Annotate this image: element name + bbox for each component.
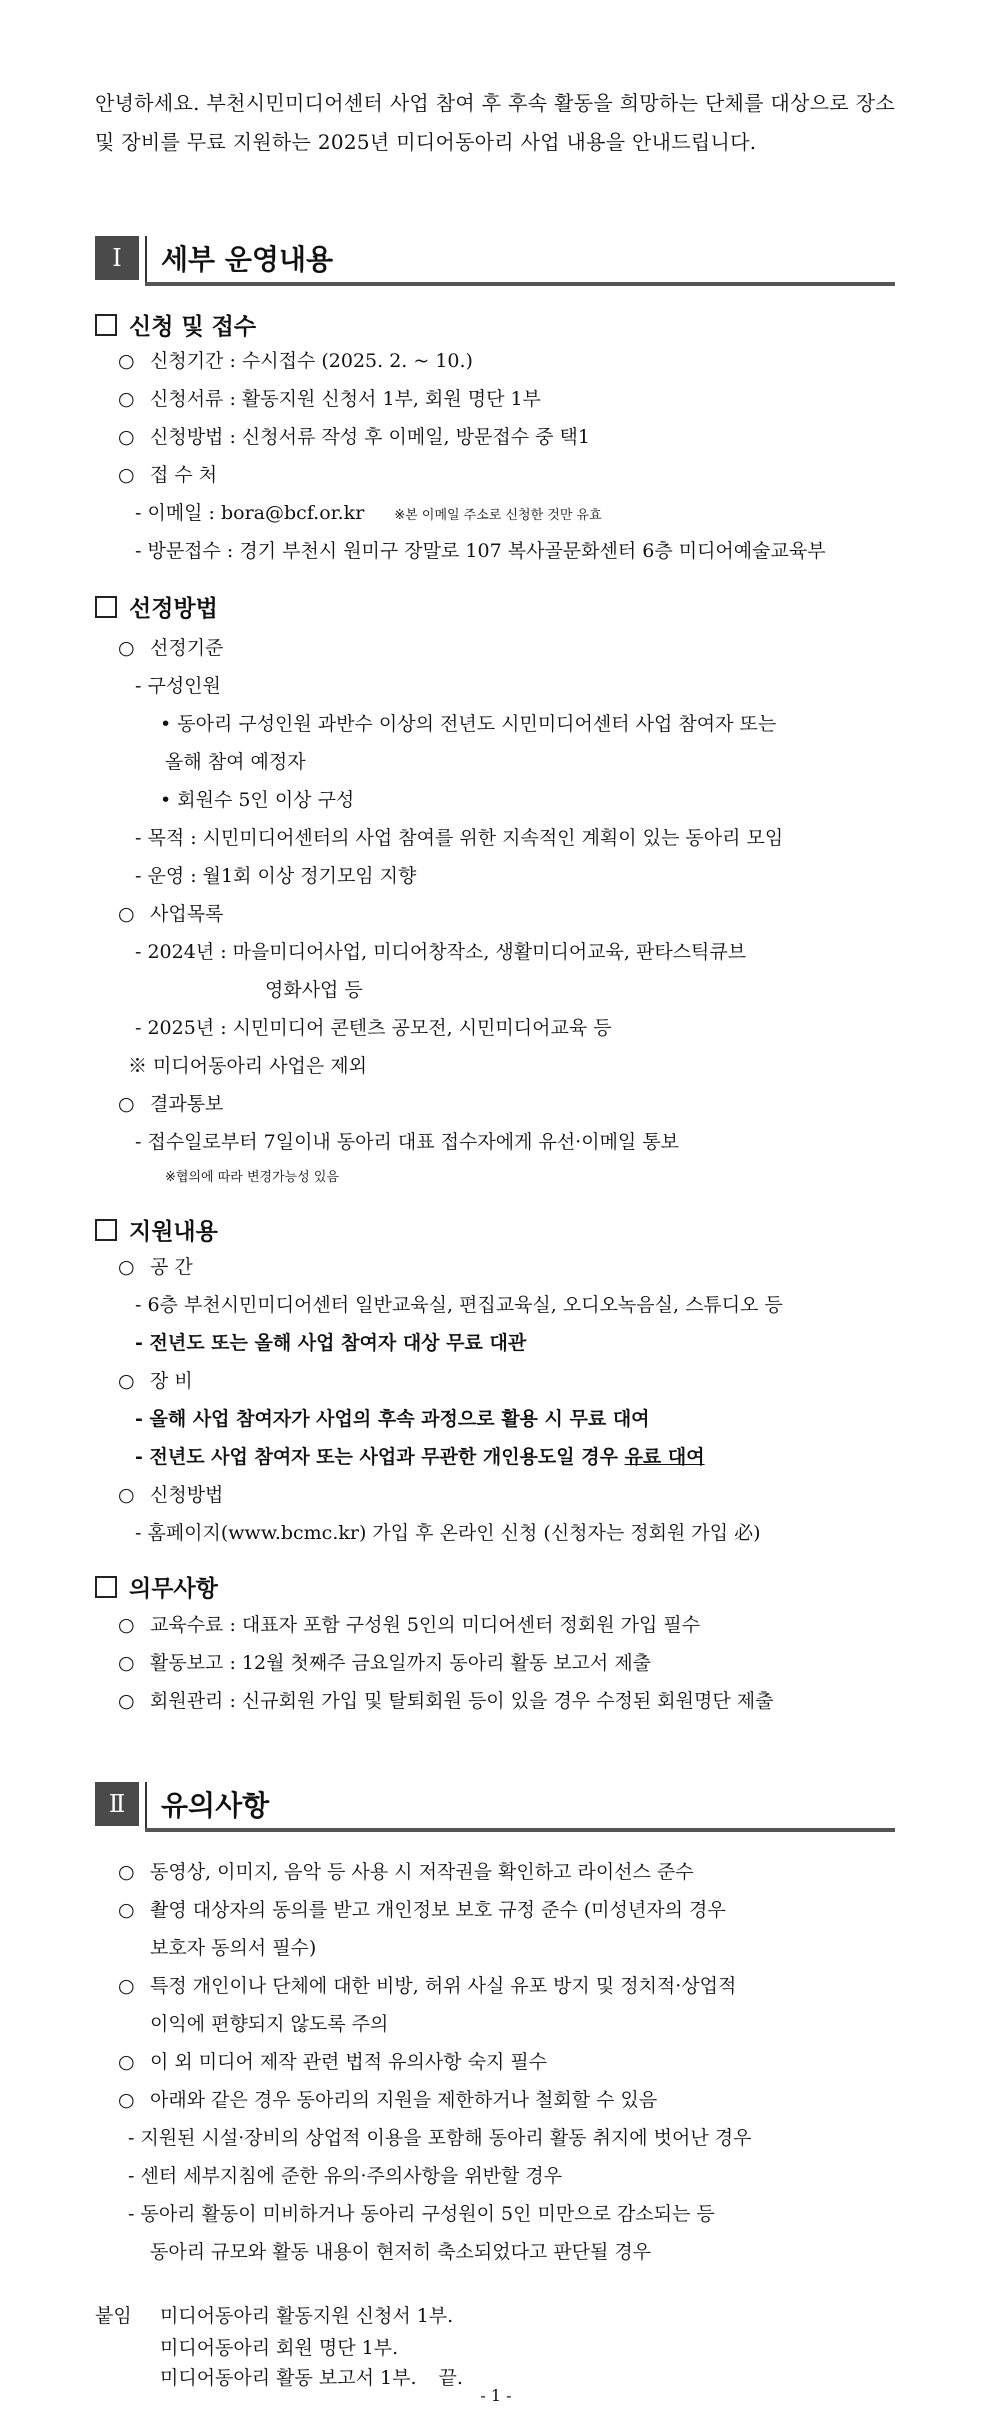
equip-line-1: - 올해 사업 참여자가 사업의 후속 과정으로 활용 시 무료 대여 xyxy=(135,1408,650,1430)
dot-item-continued: 올해 참여 예정자 xyxy=(165,751,306,773)
heading-support: 지원내용 xyxy=(95,1217,218,1247)
section-number: Ⅰ xyxy=(95,236,139,280)
year-2025-line: - 2025년 : 시민미디어 콘텐츠 공모전, 시민미디어교육 등 xyxy=(135,1017,612,1039)
list-item-continued: 이익에 편향되지 않도록 주의 xyxy=(150,2013,389,2035)
checkbox-square-icon xyxy=(95,314,117,336)
space-line-2: - 전년도 또는 올해 사업 참여자 대상 무료 대관 xyxy=(135,1332,527,1354)
members-line: - 구성인원 xyxy=(135,675,221,697)
email-text: - 이메일 : bora@bcf.or.kr xyxy=(135,502,365,524)
list-item: ○ 공 간 xyxy=(118,1253,193,1281)
equip-line-2: - 전년도 사업 참여자 또는 사업과 무관한 개인용도일 경우 유료 대여 xyxy=(135,1446,705,1468)
exclude-note: ※ 미디어동아리 사업은 제외 xyxy=(128,1055,368,1077)
end-mark: 끝. xyxy=(438,2367,463,2389)
list-item: ○ 회원관리 : 신규회원 가입 및 탈퇴회원 등이 있을 경우 수정된 회원명단 제출 xyxy=(118,1687,773,1715)
section-1-header xyxy=(95,236,895,288)
section-number: Ⅱ xyxy=(95,1782,139,1826)
section-2-header xyxy=(95,1782,895,1834)
list-item-continued: 보호자 동의서 필수) xyxy=(150,1937,317,1959)
list-item: ○ 신청방법 : 신청서류 작성 후 이메일, 방문접수 중 택1 xyxy=(118,423,590,451)
section-divider xyxy=(145,236,147,286)
heading-duty: 의무사항 xyxy=(95,1574,218,1604)
list-item: ○ 장 비 xyxy=(118,1367,193,1395)
section-underline xyxy=(145,282,895,286)
heading-select: 선정방법 xyxy=(95,594,218,624)
paid-rental-text: 유료 대여 xyxy=(624,1446,705,1468)
attachment-item: 미디어동아리 활동 보고서 1부. 끝. xyxy=(160,2367,463,2389)
list-item: ○ 교육수료 : 대표자 포함 구성원 5인의 미디어센터 정회원 가입 필수 xyxy=(118,1611,700,1639)
list-item: ○ 신청기간 : 수시접수 (2025. 2. ~ 10.) xyxy=(118,347,473,375)
sub-item-continued: 동아리 규모와 활동 내용이 현저히 축소되었다고 판단될 경우 xyxy=(150,2241,652,2263)
intro-paragraph: 안녕하세요. 부천시민미디어센터 사업 참여 후 후속 활동을 희망하는 단체를 대상으로 장소 및 장비를 무료 지원하는 2025년 미디어동아리 사업 내용을 안내드립니다. xyxy=(95,91,895,154)
result-note: ※협의에 따라 변경가능성 있음 xyxy=(165,1170,339,1185)
list-item: ○ 이 외 미디어 제작 관련 법적 유의사항 숙지 필수 xyxy=(118,2048,547,2076)
space-line-1: - 6층 부천시민미디어센터 일반교육실, 편집교육실, 오디오녹음실, 스튜디오 등 xyxy=(135,1294,783,1316)
list-item: ○ 동영상, 이미지, 음악 등 사용 시 저작권을 확인하고 라이선스 준수 xyxy=(118,1858,694,1886)
page-number: - 1 - xyxy=(480,2386,512,2405)
list-item: ○ 신청방법 xyxy=(118,1481,223,1509)
section-underline xyxy=(145,1828,895,1832)
heading-apply: 신청 및 접수 xyxy=(95,312,256,342)
list-item: ○ 결과통보 xyxy=(118,1090,223,1118)
attachment-item: 미디어동아리 회원 명단 1부. xyxy=(160,2337,399,2359)
visit-line: - 방문접수 : 경기 부천시 원미구 장말로 107 복사골문화센터 6층 미디어예술교육부 xyxy=(135,540,826,562)
sub-item: - 센터 세부지침에 준한 유의·주의사항을 위반할 경우 xyxy=(128,2165,563,2187)
section-divider xyxy=(145,1782,147,1832)
section-title: 세부 운영내용 xyxy=(161,243,334,276)
list-item: ○ 아래와 같은 경우 동아리의 지원을 제한하거나 철회할 수 있음 xyxy=(118,2086,657,2114)
list-item: ○ 활동보고 : 12월 첫째주 금요일까지 동아리 활동 보고서 제출 xyxy=(118,1649,651,1677)
checkbox-square-icon xyxy=(95,1576,117,1598)
year-2024-line: - 2024년 : 마을미디어사업, 미디어창작소, 생활미디어교육, 판타스틱큐브 xyxy=(135,941,747,963)
sub-item: - 동아리 활동이 미비하거나 동아리 구성원이 5인 미만으로 감소되는 등 xyxy=(128,2203,715,2225)
list-item: ○ 접 수 처 xyxy=(118,461,217,489)
operate-line: - 운영 : 월1회 이상 정기모임 지향 xyxy=(135,865,417,887)
apply-line: - 홈페이지(www.bcmc.kr) 가입 후 온라인 신청 (신청자는 정회원 가입 必) xyxy=(135,1522,761,1544)
list-item: ○ 사업목록 xyxy=(118,900,223,928)
list-item: ○ 촬영 대상자의 동의를 받고 개인정보 보호 규정 준수 (미성년자의 경우 xyxy=(118,1896,726,1924)
list-item: ○ 신청서류 : 활동지원 신청서 1부, 회원 명단 1부 xyxy=(118,385,541,413)
list-item: ○ 특정 개인이나 단체에 대한 비방, 허위 사실 유포 방지 및 정치적·상업적 xyxy=(118,1972,736,2000)
result-detail: - 접수일로부터 7일이내 동아리 대표 접수자에게 유선·이메일 통보 xyxy=(135,1131,680,1153)
attachment-item: 미디어동아리 활동지원 신청서 1부. xyxy=(160,2305,454,2327)
year-2024-continued: 영화사업 등 xyxy=(265,979,363,1001)
sub-item: - 지원된 시설·장비의 상업적 이용을 포함해 동아리 활동 취지에 벗어난 경우 xyxy=(128,2127,752,2149)
dot-item: • 동아리 구성인원 과반수 이상의 전년도 시민미디어센터 사업 참여자 또는 xyxy=(160,713,777,735)
checkbox-square-icon xyxy=(95,596,117,618)
purpose-line: - 목적 : 시민미디어센터의 사업 참여를 위한 지속적인 계획이 있는 동아리 모임 xyxy=(135,827,784,849)
dot-item: • 회원수 5인 이상 구성 xyxy=(160,789,355,811)
section-title: 유의사항 xyxy=(161,1789,270,1822)
checkbox-square-icon xyxy=(95,1219,117,1241)
email-line xyxy=(135,499,602,530)
attachment-label: 붙임 xyxy=(95,2305,132,2327)
list-item: ○ 선정기준 xyxy=(118,634,223,662)
email-note: ※본 이메일 주소로 신청한 것만 유효 xyxy=(394,508,602,523)
